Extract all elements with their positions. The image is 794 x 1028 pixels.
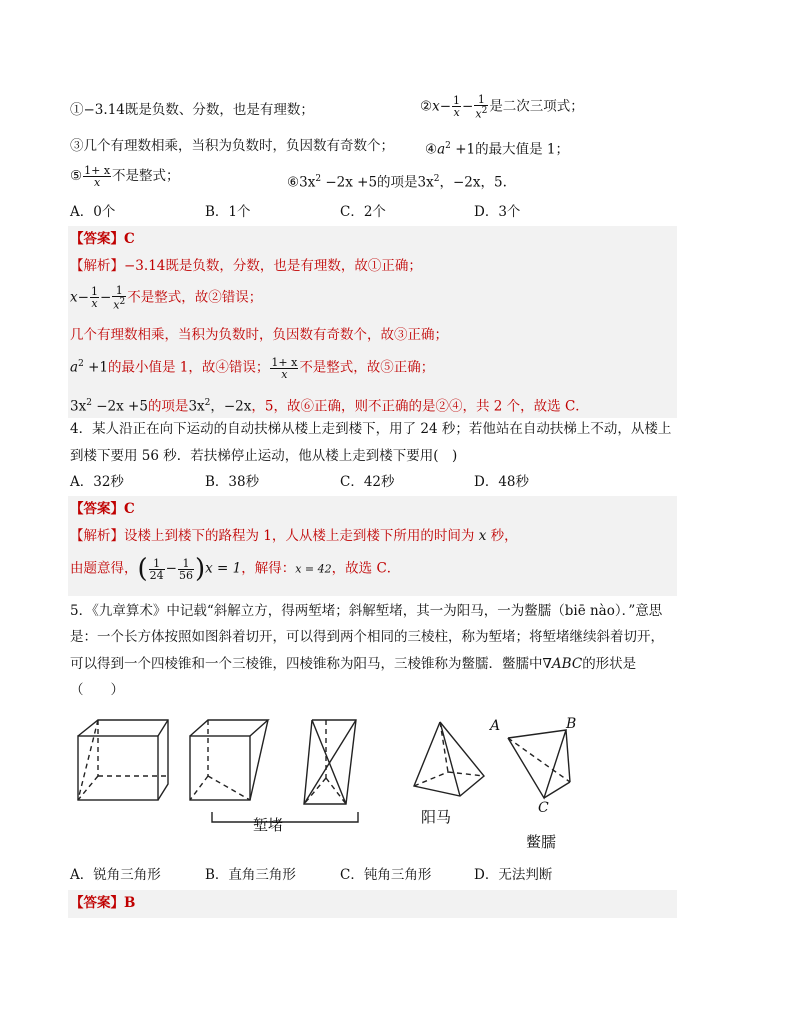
q4-analysis-line-1: 【解析】设楼上到楼下的路程为 1，人从楼上走到楼下所用的时间为 x 秒， xyxy=(70,528,518,544)
qiandu-prism-1 xyxy=(190,720,268,800)
q3-option-a: A．0个 xyxy=(70,204,116,220)
bienao-tetrahedron xyxy=(508,730,570,798)
q3-option-d: D．3个 xyxy=(474,204,521,220)
q3-analysis-line-1: 【解析】−3.14既是负数，分数，也是有理数，故①正确； xyxy=(70,258,422,274)
q3-option-c: C．2个 xyxy=(340,204,386,220)
q5-option-b: B．直角三角形 xyxy=(205,867,296,883)
q5-option-c: C．钝角三角形 xyxy=(340,867,432,883)
q3-answer-background xyxy=(68,226,677,418)
q4-option-d: D．48秒 xyxy=(474,474,530,490)
statement-5: ⑤ $\frac{1+ x}{x}$ 不是整式； xyxy=(70,164,180,189)
qiandu-prism-2 xyxy=(304,720,356,804)
cuboid-figure xyxy=(78,720,168,800)
q4-answer: 【答案】C xyxy=(70,501,135,517)
statement-1: ①−3.14既是负数、分数，也是有理数； xyxy=(70,102,314,118)
q3-analysis-line-5: $3x^2 -2x +5$的项是$3x^2$，−2x，5，故⑥正确，则不正确的是②④，共 2 个，故选 C． xyxy=(70,398,589,415)
label-bienao: 鳖臑 xyxy=(526,833,557,851)
statement-4: $④a^2 +1$的最大值是 1； xyxy=(425,141,569,158)
q3-analysis-line-2: x− $\frac{1}{x}$ − $\frac{1}{x^2}$ 不是整式，故②错误； xyxy=(70,284,263,312)
vertex-a-label: A xyxy=(490,718,501,734)
q4-option-b: B．38秒 xyxy=(205,474,260,490)
solid-figures-diagram xyxy=(0,712,794,872)
statement-6: $⑥3x^2 -2x +5$的项是$3x^2$，−2x，5. xyxy=(287,174,507,191)
qiandu-bracket xyxy=(212,812,358,822)
q5-answer: 【答案】B xyxy=(70,895,136,911)
label-yangma: 阳马 xyxy=(421,808,452,826)
q5-answer-background xyxy=(68,890,677,918)
q5-question-line-1: 5．《九章算术》中记载“斜解立方，得两堑堵；斜解堑堵，其一为阳马，一为鳖臑（biē nào）．”意思 xyxy=(70,603,663,619)
q5-question-line-2: 是：一个长方体按照如图斜着切开，可以得到两个相同的三棱柱，称为堑堵；将堑堵继续斜着切开， xyxy=(70,629,664,645)
yangma-pyramid xyxy=(414,722,484,796)
statement-3: ③几个有理数相乘，当积为负数时，负因数有奇数个； xyxy=(70,138,394,154)
q4-option-a: A．32秒 xyxy=(70,474,124,490)
q4-option-c: C．42秒 xyxy=(340,474,395,490)
q4-question-line-2: 到楼下要用 56 秒．若扶梯停止运动，他从楼上走到楼下要用( ) xyxy=(70,448,458,464)
q5-option-d: D．无法判断 xyxy=(474,867,553,883)
label-qiandu: 堑堵 xyxy=(253,816,284,834)
q4-analysis-line-2: 由题意得，( $\frac{1}{24}$ − $\frac{1}{56}$ )x = 1，解得：x = 42，故选 C． xyxy=(70,554,401,584)
statement-2: ②x− $\frac{1}{x}$ − $\frac{1}{x^2}$ 是二次三项式； xyxy=(420,93,584,121)
vertex-c-label: C xyxy=(538,800,549,816)
q5-question-line-4: （ ） xyxy=(70,682,124,698)
q3-answer: 【答案】C xyxy=(70,231,135,247)
vertex-b-label: B xyxy=(566,716,577,732)
q5-question-line-3: 可以得到一个四棱锥和一个三棱锥，四棱锥称为阳马，三棱锥称为鳖臑．鳖臑中∇ABC的形状是 xyxy=(70,656,637,672)
q4-question-line-1: 4．某人沿正在向下运动的自动扶梯从楼上走到楼下，用了 24 秒；若他站在自动扶梯上不动，从楼上 xyxy=(70,421,672,437)
q3-analysis-line-3: 几个有理数相乘，当积为负数时，负因数有奇数个，故③正确； xyxy=(70,327,448,343)
q3-analysis-line-4: $a^2 +1$的最小值是 1，故④错误； $\frac{1+ x}{x}$ 不是整式，故⑤正确； xyxy=(70,355,435,381)
q5-option-a: A．锐角三角形 xyxy=(70,867,161,883)
q3-option-b: B．1个 xyxy=(205,204,251,220)
